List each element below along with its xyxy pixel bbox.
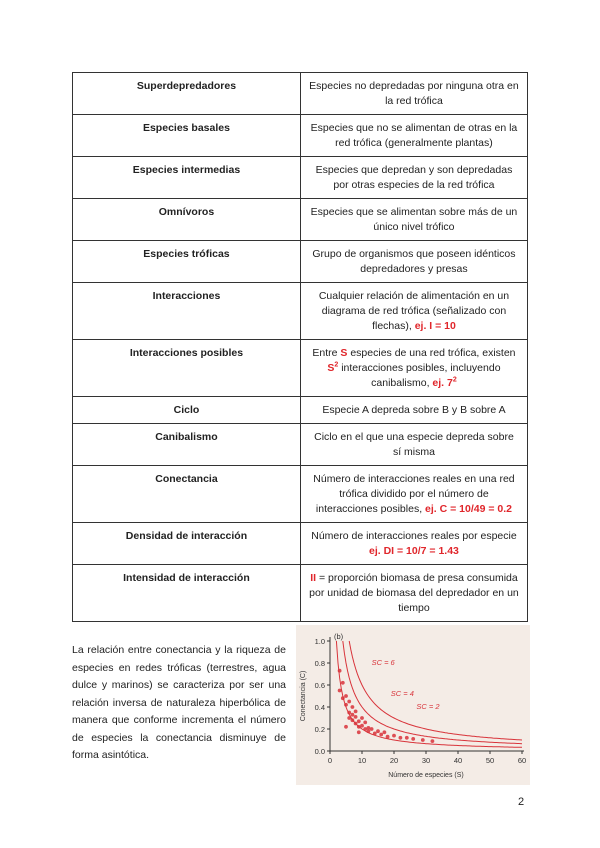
data-point [360,716,364,720]
definition-cell [300,466,527,523]
data-point [379,733,383,737]
definition-text: Grupo de organismos que poseen idénticos depredadores y presas [312,248,516,275]
definition-cell [300,283,527,340]
table-row [73,283,528,340]
term-cell: Especies basales [73,115,301,157]
data-point [360,724,364,728]
table-row [73,397,528,424]
data-point [431,739,435,743]
term-cell: Especies tróficas [73,241,301,283]
definition-text: = proporción biomasa de presa consumida por unidad de biomasa del depredador en un tiempo [309,572,519,614]
data-point [363,721,367,725]
definition-text: interacciones posibles, incluyendo canibalismo, [338,362,501,389]
table-row [73,523,528,565]
y-tick-label: 0.2 [314,725,325,734]
superscript: 2 [452,376,457,384]
x-tick-label: 0 [327,756,333,765]
body-paragraph: La relación entre conectancia y la riqueza de especies en redes tróficas (terrestres, agua dulce y marinos) se caracteriza por ser una relación inversa de naturaleza hiperbólica de manera que conforme incrementa el número de especies la conectancia disminuye de forma asintótica. [72,644,286,761]
data-point [347,700,351,704]
definition-cell [300,523,527,565]
term-cell: Especies intermedias [73,157,301,199]
y-tick-label: 0.0 [314,747,325,756]
data-point [344,694,348,698]
table-row [73,340,528,397]
definitions-table [72,72,528,622]
term-cell: Interacciones posibles [73,340,301,397]
x-tick-label: 20 [389,756,399,765]
definition-cell [300,115,527,157]
definition-text: Número de interacciones reales en una red trófica dividido por el número de interacciones posibles, [313,473,515,515]
data-point [373,732,377,736]
definition-text: Especies que depredan y son depredadas por otras especies de la red trófica [315,164,513,191]
term-cell: Superdepredadores [73,73,301,115]
highlight-s: S [327,362,335,374]
example-text: ej. 7 [432,377,453,389]
data-point [376,729,380,733]
data-point [392,734,396,738]
data-point [338,689,342,693]
data-point [354,722,358,726]
curve-label: SC = 2 [416,702,440,712]
definition-cell [300,397,527,424]
data-point [399,736,403,740]
page-number: 2 [518,796,525,808]
data-point [386,735,390,739]
data-point [351,705,355,709]
table-row [73,466,528,523]
definition-text: Especie A depreda sobre B y B sobre A [322,404,506,416]
definition-text: especies de una red trófica, existen [347,347,516,359]
definition-cell [300,565,527,622]
term-cell: Conectancia [73,466,301,523]
table-row [73,199,528,241]
superscript: 2 [334,361,339,369]
data-point [338,669,342,673]
definition-text: Número de interacciones reales por especie [311,530,517,542]
highlight-s: S [340,347,348,359]
example-text: ej. DI = 10/7 = 1.43 [369,545,459,557]
table-row [73,424,528,466]
definition-cell [300,424,527,466]
definition-text: Entre [312,347,341,359]
highlight-ii: II [310,572,317,584]
data-point [411,737,415,741]
y-tick-label: 0.4 [314,703,325,712]
example-text: ej. I = 10 [414,320,456,332]
data-point [347,716,351,720]
y-tick-label: 0.6 [314,681,325,690]
data-point [421,738,425,742]
data-point [341,681,345,685]
term-cell: Canibalismo [73,424,301,466]
x-tick-label: 40 [453,756,463,765]
x-tick-label: 10 [357,756,367,765]
table-row [73,115,528,157]
panel-label: (b) [334,632,344,641]
curve-label: SC = 4 [390,689,414,698]
definition-text: Cualquier relación de alimentación en un diagrama de red trófica (señalizado con flechas), [318,290,510,332]
definition-cell [300,157,527,199]
data-point [351,718,355,722]
table-row [73,73,528,115]
definition-text: Especies no depredadas por ninguna otra en la red trófica [309,80,519,107]
term-cell: Ciclo [73,397,301,424]
data-point [341,696,345,700]
term-cell: Densidad de interacción [73,523,301,565]
data-point [357,730,361,734]
definition-cell [300,73,527,115]
y-tick-label: 1.0 [314,637,325,646]
x-tick-label: 60 [517,756,527,765]
data-point [351,713,355,717]
x-axis-label: Número de especies (S) [388,772,464,779]
term-cell: Intensidad de interacción [73,565,301,622]
term-cell: Interacciones [73,283,301,340]
connectance-chart [296,625,530,785]
data-point [367,729,371,733]
data-point [354,710,358,714]
data-point [354,715,358,719]
term-cell: Omnívoros [73,199,301,241]
definition-text: Especies que no se alimentan de otras en la red trófica (generalmente plantas) [310,122,518,149]
y-tick-label: 0.8 [314,659,325,668]
definition-text: Ciclo en el que una especie depreda sobre sí misma [314,431,514,458]
table-row [73,241,528,283]
data-point [344,725,348,729]
definition-cell [300,340,527,397]
definition-cell [300,241,527,283]
definition-text: Especies que se alimentan sobre más de un único nivel trófico [310,206,518,233]
x-tick-label: 50 [485,756,495,765]
y-axis-label: Conectancia (C) [300,670,307,722]
data-point [357,719,361,723]
table-row [73,157,528,199]
data-point [383,730,387,734]
data-point [370,727,374,731]
data-point [344,703,348,707]
data-point [347,711,351,715]
table-row [73,565,528,622]
definition-cell [300,199,527,241]
curve-label: SC = 6 [371,658,395,668]
data-point [405,736,409,740]
x-tick-label: 30 [421,756,431,765]
example-text: ej. C = 10/49 = 0.2 [425,503,513,515]
